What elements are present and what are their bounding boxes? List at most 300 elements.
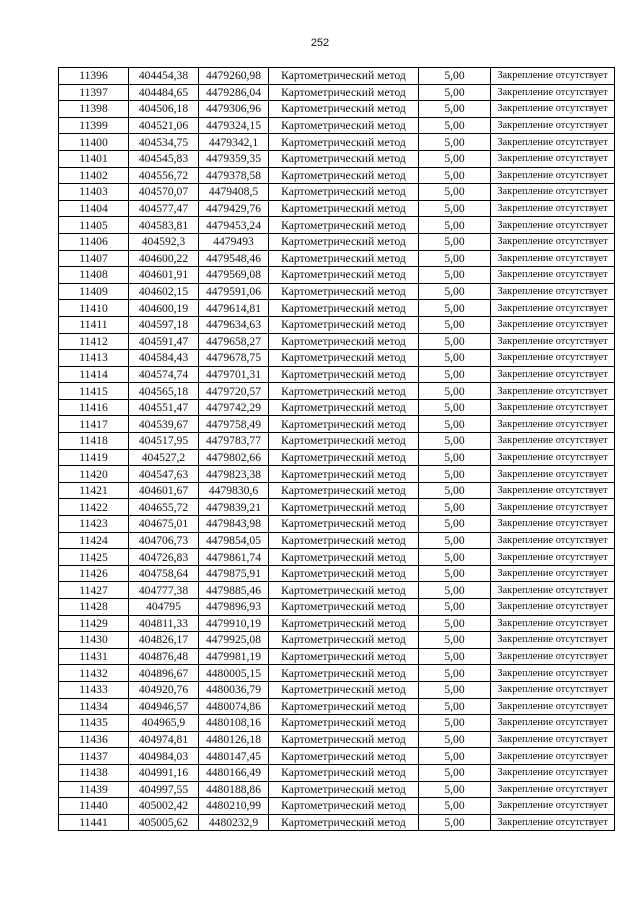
method-cell: Картометрический метод: [269, 433, 419, 450]
accuracy-cell: 5,00: [419, 167, 491, 184]
fixation-note-cell: Закрепление отсутствует: [491, 167, 615, 184]
point-number-cell: 11399: [59, 117, 129, 134]
x-coordinate-cell: 404777,38: [129, 582, 199, 599]
point-number-cell: 11412: [59, 333, 129, 350]
x-coordinate-cell: 404991,16: [129, 764, 199, 781]
coordinates-table-body: [59, 68, 615, 831]
point-number-cell: 11432: [59, 665, 129, 682]
x-coordinate-cell: 405005,62: [129, 814, 199, 831]
x-coordinate-cell: 404584,43: [129, 350, 199, 367]
y-coordinate-cell: 4479678,75: [199, 350, 269, 367]
x-coordinate-cell: 404920,76: [129, 681, 199, 698]
accuracy-cell: 5,00: [419, 781, 491, 798]
accuracy-cell: 5,00: [419, 798, 491, 815]
accuracy-cell: 5,00: [419, 300, 491, 317]
fixation-note-cell: Закрепление отсутствует: [491, 482, 615, 499]
x-coordinate-cell: 404583,81: [129, 217, 199, 234]
table-row: [59, 532, 615, 549]
y-coordinate-cell: 4480232,9: [199, 814, 269, 831]
fixation-note-cell: Закрепление отсутствует: [491, 134, 615, 151]
fixation-note-cell: Закрепление отсутствует: [491, 383, 615, 400]
method-cell: Картометрический метод: [269, 117, 419, 134]
fixation-note-cell: Закрепление отсутствует: [491, 549, 615, 566]
method-cell: Картометрический метод: [269, 715, 419, 732]
table-row: [59, 416, 615, 433]
x-coordinate-cell: 404600,19: [129, 300, 199, 317]
y-coordinate-cell: 4479875,91: [199, 565, 269, 582]
table-row: [59, 316, 615, 333]
accuracy-cell: 5,00: [419, 200, 491, 217]
point-number-cell: 11423: [59, 516, 129, 533]
table-row: [59, 366, 615, 383]
table-row: [59, 200, 615, 217]
table-row: [59, 632, 615, 649]
y-coordinate-cell: 4479823,38: [199, 466, 269, 483]
accuracy-cell: 5,00: [419, 532, 491, 549]
fixation-note-cell: Закрепление отсутствует: [491, 433, 615, 450]
x-coordinate-cell: 404484,65: [129, 84, 199, 101]
point-number-cell: 11436: [59, 731, 129, 748]
x-coordinate-cell: 404876,48: [129, 648, 199, 665]
fixation-note-cell: Закрепление отсутствует: [491, 466, 615, 483]
point-number-cell: 11439: [59, 781, 129, 798]
x-coordinate-cell: 404826,17: [129, 632, 199, 649]
method-cell: Картометрический метод: [269, 366, 419, 383]
fixation-note-cell: Закрепление отсутствует: [491, 516, 615, 533]
table-row: [59, 599, 615, 616]
table-row: [59, 748, 615, 765]
fixation-note-cell: Закрепление отсутствует: [491, 715, 615, 732]
method-cell: Картометрический метод: [269, 565, 419, 582]
accuracy-cell: 5,00: [419, 250, 491, 267]
x-coordinate-cell: 404570,07: [129, 184, 199, 201]
table-row: [59, 615, 615, 632]
table-row: [59, 433, 615, 450]
table-row: [59, 582, 615, 599]
point-number-cell: 11427: [59, 582, 129, 599]
accuracy-cell: 5,00: [419, 184, 491, 201]
point-number-cell: 11398: [59, 101, 129, 118]
table-row: [59, 300, 615, 317]
y-coordinate-cell: 4479260,98: [199, 68, 269, 85]
accuracy-cell: 5,00: [419, 433, 491, 450]
table-row: [59, 565, 615, 582]
point-number-cell: 11425: [59, 549, 129, 566]
accuracy-cell: 5,00: [419, 665, 491, 682]
method-cell: Картометрический метод: [269, 150, 419, 167]
x-coordinate-cell: 404545,83: [129, 150, 199, 167]
x-coordinate-cell: 404726,83: [129, 549, 199, 566]
table-row: [59, 715, 615, 732]
y-coordinate-cell: 4479802,66: [199, 449, 269, 466]
method-cell: Картометрический метод: [269, 582, 419, 599]
point-number-cell: 11414: [59, 366, 129, 383]
y-coordinate-cell: 4480147,45: [199, 748, 269, 765]
point-number-cell: 11409: [59, 283, 129, 300]
accuracy-cell: 5,00: [419, 516, 491, 533]
table-row: [59, 814, 615, 831]
y-coordinate-cell: 4479658,27: [199, 333, 269, 350]
accuracy-cell: 5,00: [419, 814, 491, 831]
point-number-cell: 11437: [59, 748, 129, 765]
fixation-note-cell: Закрепление отсутствует: [491, 267, 615, 284]
y-coordinate-cell: 4479286,04: [199, 84, 269, 101]
x-coordinate-cell: 404795: [129, 599, 199, 616]
y-coordinate-cell: 4479359,35: [199, 150, 269, 167]
x-coordinate-cell: 404591,47: [129, 333, 199, 350]
y-coordinate-cell: 4479742,29: [199, 399, 269, 416]
accuracy-cell: 5,00: [419, 383, 491, 400]
accuracy-cell: 5,00: [419, 416, 491, 433]
y-coordinate-cell: 4479925,08: [199, 632, 269, 649]
table-row: [59, 217, 615, 234]
point-number-cell: 11415: [59, 383, 129, 400]
point-number-cell: 11441: [59, 814, 129, 831]
accuracy-cell: 5,00: [419, 134, 491, 151]
method-cell: Картометрический метод: [269, 300, 419, 317]
accuracy-cell: 5,00: [419, 582, 491, 599]
fixation-note-cell: Закрепление отсутствует: [491, 200, 615, 217]
y-coordinate-cell: 4479839,21: [199, 499, 269, 516]
point-number-cell: 11434: [59, 698, 129, 715]
method-cell: Картометрический метод: [269, 764, 419, 781]
table-row: [59, 648, 615, 665]
y-coordinate-cell: 4479324,15: [199, 117, 269, 134]
accuracy-cell: 5,00: [419, 366, 491, 383]
coordinates-table: [58, 67, 615, 831]
table-row: [59, 333, 615, 350]
table-row: [59, 283, 615, 300]
method-cell: Картометрический метод: [269, 466, 419, 483]
method-cell: Картометрический метод: [269, 781, 419, 798]
method-cell: Картометрический метод: [269, 648, 419, 665]
fixation-note-cell: Закрепление отсутствует: [491, 217, 615, 234]
method-cell: Картометрический метод: [269, 416, 419, 433]
x-coordinate-cell: 404965,9: [129, 715, 199, 732]
accuracy-cell: 5,00: [419, 466, 491, 483]
accuracy-cell: 5,00: [419, 599, 491, 616]
y-coordinate-cell: 4479910,19: [199, 615, 269, 632]
accuracy-cell: 5,00: [419, 399, 491, 416]
table-row: [59, 449, 615, 466]
y-coordinate-cell: 4480036,79: [199, 681, 269, 698]
fixation-note-cell: Закрепление отсутствует: [491, 499, 615, 516]
point-number-cell: 11403: [59, 184, 129, 201]
method-cell: Картометрический метод: [269, 748, 419, 765]
fixation-note-cell: Закрепление отсутствует: [491, 731, 615, 748]
point-number-cell: 11421: [59, 482, 129, 499]
table-row: [59, 499, 615, 516]
table-row: [59, 681, 615, 698]
fixation-note-cell: Закрепление отсутствует: [491, 150, 615, 167]
table-row: [59, 167, 615, 184]
point-number-cell: 11416: [59, 399, 129, 416]
x-coordinate-cell: 404896,67: [129, 665, 199, 682]
point-number-cell: 11420: [59, 466, 129, 483]
point-number-cell: 11426: [59, 565, 129, 582]
point-number-cell: 11430: [59, 632, 129, 649]
accuracy-cell: 5,00: [419, 731, 491, 748]
x-coordinate-cell: 404547,63: [129, 466, 199, 483]
x-coordinate-cell: 404454,38: [129, 68, 199, 85]
page-number: 252: [310, 37, 330, 49]
x-coordinate-cell: 404534,75: [129, 134, 199, 151]
table-row: [59, 68, 615, 85]
accuracy-cell: 5,00: [419, 233, 491, 250]
point-number-cell: 11408: [59, 267, 129, 284]
y-coordinate-cell: 4480166,49: [199, 764, 269, 781]
method-cell: Картометрический метод: [269, 599, 419, 616]
accuracy-cell: 5,00: [419, 283, 491, 300]
y-coordinate-cell: 4479783,77: [199, 433, 269, 450]
y-coordinate-cell: 4480005,15: [199, 665, 269, 682]
point-number-cell: 11411: [59, 316, 129, 333]
fixation-note-cell: Закрепление отсутствует: [491, 366, 615, 383]
method-cell: Картометрический метод: [269, 383, 419, 400]
method-cell: Картометрический метод: [269, 731, 419, 748]
table-row: [59, 466, 615, 483]
accuracy-cell: 5,00: [419, 764, 491, 781]
method-cell: Картометрический метод: [269, 200, 419, 217]
fixation-note-cell: Закрепление отсутствует: [491, 632, 615, 649]
table-row: [59, 184, 615, 201]
x-coordinate-cell: 404527,2: [129, 449, 199, 466]
accuracy-cell: 5,00: [419, 101, 491, 118]
fixation-note-cell: Закрепление отсутствует: [491, 781, 615, 798]
accuracy-cell: 5,00: [419, 632, 491, 649]
method-cell: Картометрический метод: [269, 350, 419, 367]
accuracy-cell: 5,00: [419, 681, 491, 698]
y-coordinate-cell: 4479306,96: [199, 101, 269, 118]
point-number-cell: 11401: [59, 150, 129, 167]
x-coordinate-cell: 404602,15: [129, 283, 199, 300]
point-number-cell: 11417: [59, 416, 129, 433]
fixation-note-cell: Закрепление отсутствует: [491, 333, 615, 350]
accuracy-cell: 5,00: [419, 748, 491, 765]
point-number-cell: 11406: [59, 233, 129, 250]
x-coordinate-cell: 404521,06: [129, 117, 199, 134]
method-cell: Картометрический метод: [269, 549, 419, 566]
method-cell: Картометрический метод: [269, 101, 419, 118]
x-coordinate-cell: 404601,91: [129, 267, 199, 284]
table-row: [59, 781, 615, 798]
fixation-note-cell: Закрепление отсутствует: [491, 233, 615, 250]
fixation-note-cell: Закрепление отсутствует: [491, 350, 615, 367]
table-row: [59, 731, 615, 748]
point-number-cell: 11431: [59, 648, 129, 665]
point-number-cell: 11438: [59, 764, 129, 781]
point-number-cell: 11410: [59, 300, 129, 317]
y-coordinate-cell: 4479493: [199, 233, 269, 250]
accuracy-cell: 5,00: [419, 615, 491, 632]
fixation-note-cell: Закрепление отсутствует: [491, 648, 615, 665]
x-coordinate-cell: 404600,22: [129, 250, 199, 267]
x-coordinate-cell: 404997,55: [129, 781, 199, 798]
fixation-note-cell: Закрепление отсутствует: [491, 748, 615, 765]
table-row: [59, 117, 615, 134]
fixation-note-cell: Закрепление отсутствует: [491, 814, 615, 831]
fixation-note-cell: Закрепление отсутствует: [491, 764, 615, 781]
table-row: [59, 267, 615, 284]
y-coordinate-cell: 4479720,57: [199, 383, 269, 400]
accuracy-cell: 5,00: [419, 549, 491, 566]
x-coordinate-cell: 404601,67: [129, 482, 199, 499]
x-coordinate-cell: 404565,18: [129, 383, 199, 400]
point-number-cell: 11424: [59, 532, 129, 549]
fixation-note-cell: Закрепление отсутствует: [491, 798, 615, 815]
y-coordinate-cell: 4479830,6: [199, 482, 269, 499]
method-cell: Картометрический метод: [269, 499, 419, 516]
accuracy-cell: 5,00: [419, 648, 491, 665]
method-cell: Картометрический метод: [269, 68, 419, 85]
point-number-cell: 11435: [59, 715, 129, 732]
method-cell: Картометрический метод: [269, 516, 419, 533]
x-coordinate-cell: 404675,01: [129, 516, 199, 533]
point-number-cell: 11419: [59, 449, 129, 466]
fixation-note-cell: Закрепление отсутствует: [491, 449, 615, 466]
y-coordinate-cell: 4480188,86: [199, 781, 269, 798]
point-number-cell: 11422: [59, 499, 129, 516]
accuracy-cell: 5,00: [419, 698, 491, 715]
point-number-cell: 11407: [59, 250, 129, 267]
method-cell: Картометрический метод: [269, 84, 419, 101]
y-coordinate-cell: 4479342,1: [199, 134, 269, 151]
accuracy-cell: 5,00: [419, 565, 491, 582]
accuracy-cell: 5,00: [419, 316, 491, 333]
x-coordinate-cell: 404517,95: [129, 433, 199, 450]
y-coordinate-cell: 4480074,86: [199, 698, 269, 715]
y-coordinate-cell: 4479758,49: [199, 416, 269, 433]
accuracy-cell: 5,00: [419, 68, 491, 85]
point-number-cell: 11405: [59, 217, 129, 234]
x-coordinate-cell: 404655,72: [129, 499, 199, 516]
method-cell: Картометрический метод: [269, 316, 419, 333]
method-cell: Картометрический метод: [269, 632, 419, 649]
x-coordinate-cell: 404758,64: [129, 565, 199, 582]
x-coordinate-cell: 405002,42: [129, 798, 199, 815]
point-number-cell: 11404: [59, 200, 129, 217]
x-coordinate-cell: 404984,03: [129, 748, 199, 765]
point-number-cell: 11413: [59, 350, 129, 367]
y-coordinate-cell: 4479548,46: [199, 250, 269, 267]
fixation-note-cell: Закрепление отсутствует: [491, 117, 615, 134]
table-row: [59, 549, 615, 566]
x-coordinate-cell: 404506,18: [129, 101, 199, 118]
table-row: [59, 698, 615, 715]
accuracy-cell: 5,00: [419, 84, 491, 101]
fixation-note-cell: Закрепление отсутствует: [491, 416, 615, 433]
method-cell: Картометрический метод: [269, 681, 419, 698]
method-cell: Картометрический метод: [269, 167, 419, 184]
table-row: [59, 250, 615, 267]
table-row: [59, 764, 615, 781]
fixation-note-cell: Закрепление отсутствует: [491, 68, 615, 85]
method-cell: Картометрический метод: [269, 333, 419, 350]
fixation-note-cell: Закрепление отсутствует: [491, 665, 615, 682]
fixation-note-cell: Закрепление отсутствует: [491, 615, 615, 632]
fixation-note-cell: Закрепление отсутствует: [491, 316, 615, 333]
method-cell: Картометрический метод: [269, 134, 419, 151]
fixation-note-cell: Закрепление отсутствует: [491, 184, 615, 201]
y-coordinate-cell: 4479861,74: [199, 549, 269, 566]
accuracy-cell: 5,00: [419, 217, 491, 234]
y-coordinate-cell: 4479569,08: [199, 267, 269, 284]
method-cell: Картометрический метод: [269, 665, 419, 682]
fixation-note-cell: Закрепление отсутствует: [491, 599, 615, 616]
point-number-cell: 11433: [59, 681, 129, 698]
x-coordinate-cell: 404706,73: [129, 532, 199, 549]
accuracy-cell: 5,00: [419, 333, 491, 350]
point-number-cell: 11400: [59, 134, 129, 151]
method-cell: Картометрический метод: [269, 814, 419, 831]
table-row: [59, 516, 615, 533]
x-coordinate-cell: 404556,72: [129, 167, 199, 184]
x-coordinate-cell: 404574,74: [129, 366, 199, 383]
fixation-note-cell: Закрепление отсутствует: [491, 565, 615, 582]
accuracy-cell: 5,00: [419, 350, 491, 367]
accuracy-cell: 5,00: [419, 482, 491, 499]
point-number-cell: 11440: [59, 798, 129, 815]
y-coordinate-cell: 4479408,5: [199, 184, 269, 201]
fixation-note-cell: Закрепление отсутствует: [491, 84, 615, 101]
table-row: [59, 233, 615, 250]
y-coordinate-cell: 4479701,31: [199, 366, 269, 383]
fixation-note-cell: Закрепление отсутствует: [491, 582, 615, 599]
x-coordinate-cell: 404974,81: [129, 731, 199, 748]
method-cell: Картометрический метод: [269, 184, 419, 201]
accuracy-cell: 5,00: [419, 715, 491, 732]
x-coordinate-cell: 404577,47: [129, 200, 199, 217]
method-cell: Картометрический метод: [269, 698, 419, 715]
fixation-note-cell: Закрепление отсутствует: [491, 681, 615, 698]
point-number-cell: 11397: [59, 84, 129, 101]
fixation-note-cell: Закрепление отсутствует: [491, 283, 615, 300]
table-row: [59, 350, 615, 367]
fixation-note-cell: Закрепление отсутствует: [491, 698, 615, 715]
method-cell: Картометрический метод: [269, 233, 419, 250]
x-coordinate-cell: 404811,33: [129, 615, 199, 632]
point-number-cell: 11396: [59, 68, 129, 85]
method-cell: Картометрический метод: [269, 217, 419, 234]
y-coordinate-cell: 4479378,58: [199, 167, 269, 184]
y-coordinate-cell: 4479453,24: [199, 217, 269, 234]
table-row: [59, 101, 615, 118]
x-coordinate-cell: 404946,57: [129, 698, 199, 715]
fixation-note-cell: Закрепление отсутствует: [491, 532, 615, 549]
point-number-cell: 11428: [59, 599, 129, 616]
y-coordinate-cell: 4479429,76: [199, 200, 269, 217]
y-coordinate-cell: 4479981,19: [199, 648, 269, 665]
accuracy-cell: 5,00: [419, 499, 491, 516]
table-row: [59, 399, 615, 416]
y-coordinate-cell: 4480108,16: [199, 715, 269, 732]
x-coordinate-cell: 404551,47: [129, 399, 199, 416]
table-row: [59, 134, 615, 151]
method-cell: Картометрический метод: [269, 267, 419, 284]
accuracy-cell: 5,00: [419, 150, 491, 167]
y-coordinate-cell: 4479896,93: [199, 599, 269, 616]
y-coordinate-cell: 4479843,98: [199, 516, 269, 533]
method-cell: Картометрический метод: [269, 532, 419, 549]
y-coordinate-cell: 4479614,81: [199, 300, 269, 317]
fixation-note-cell: Закрепление отсутствует: [491, 101, 615, 118]
accuracy-cell: 5,00: [419, 449, 491, 466]
method-cell: Картометрический метод: [269, 615, 419, 632]
point-number-cell: 11402: [59, 167, 129, 184]
method-cell: Картометрический метод: [269, 449, 419, 466]
method-cell: Картометрический метод: [269, 250, 419, 267]
table-row: [59, 150, 615, 167]
